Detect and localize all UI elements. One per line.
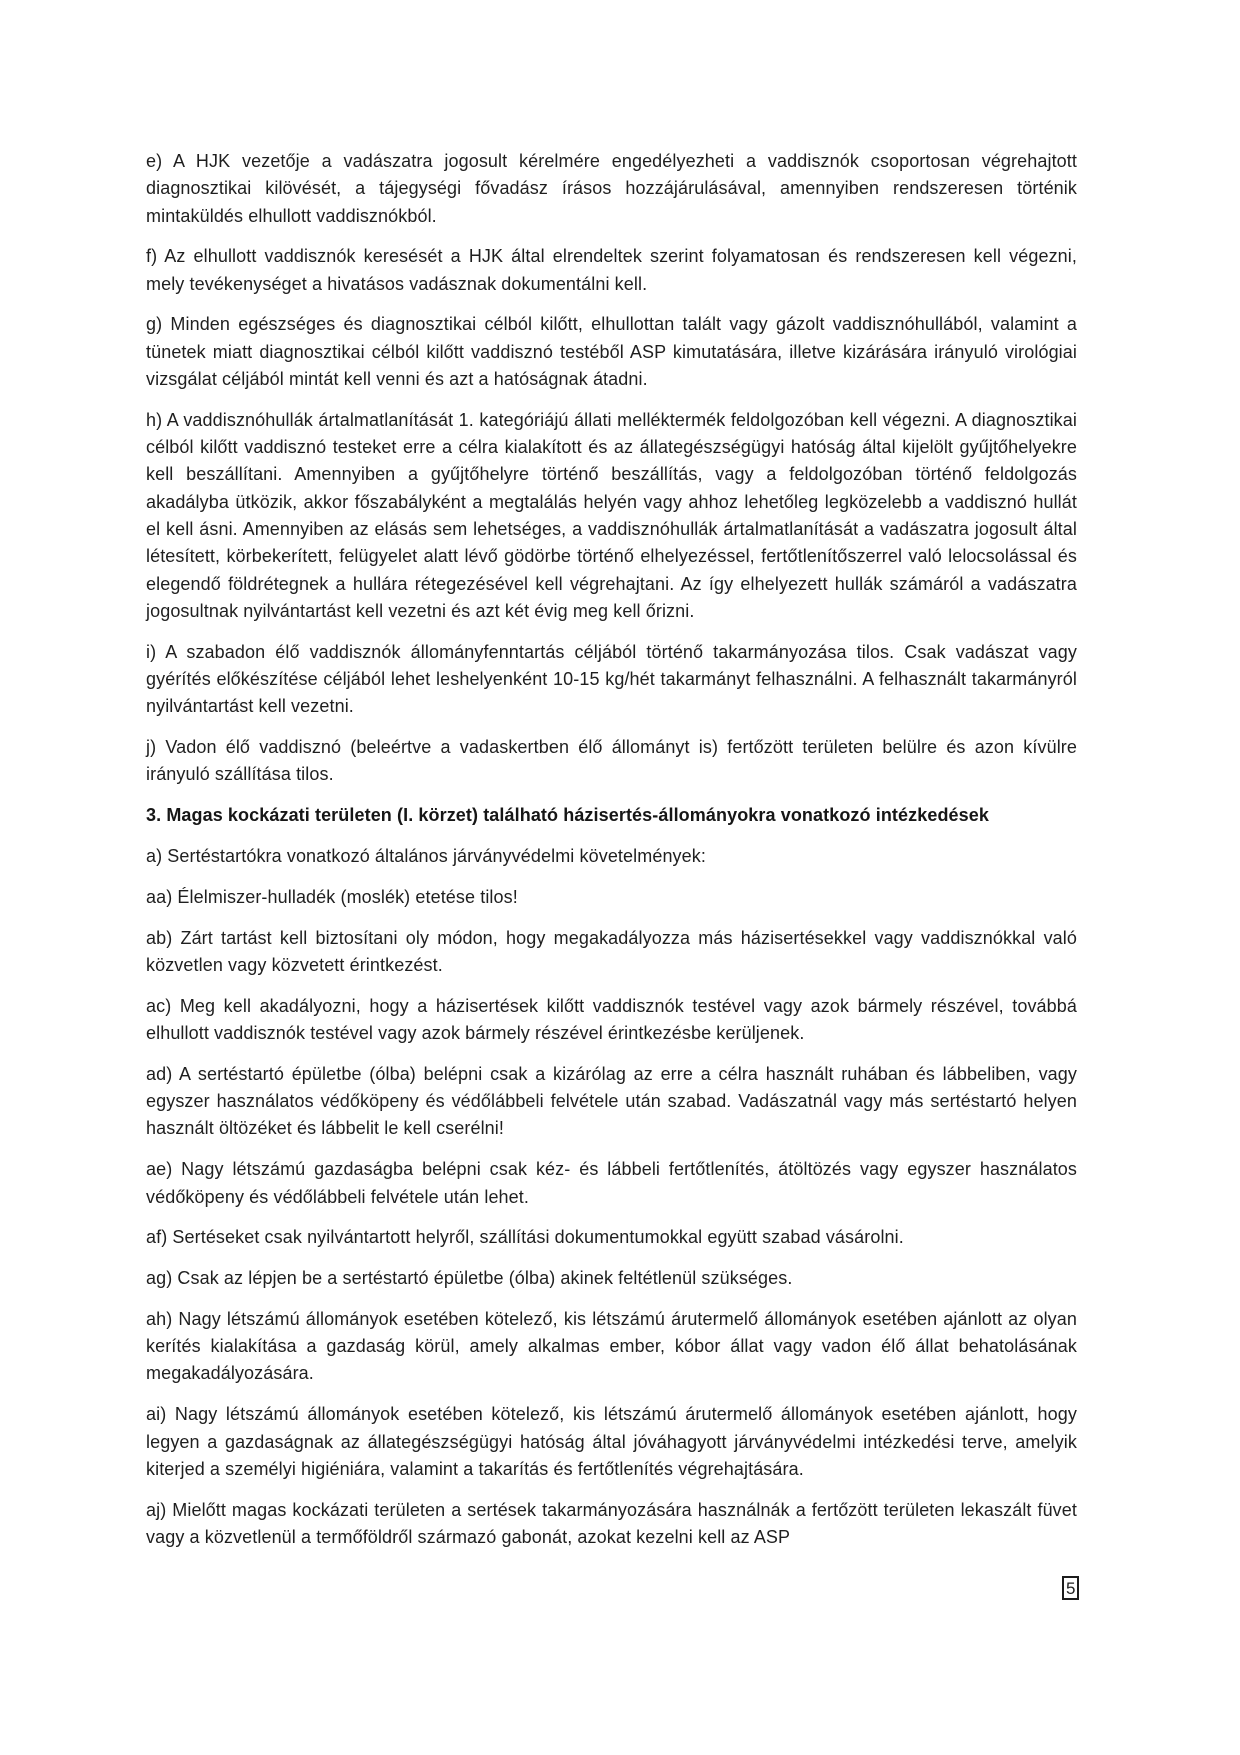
paragraph-ad: ad) A sertéstartó épületbe (ólba) belépni csak a kizárólag az erre a célra használt ruhában és lábbeliben, vagy egyszer használatos védőköpeny és védőlábbeli felvétele után szabad. Vadászatnál vagy más sertéstartó helyen használt öltözéket és lábbelit le kell cserélni!: [146, 1063, 1077, 1139]
section-heading-3: 3. Magas kockázati területen (I. körzet) található házisertés-állományokra vonatkozó intézkedések: [146, 805, 989, 826]
page-number: 5: [1062, 1576, 1079, 1600]
paragraph-f: f) Az elhullott vaddisznók keresését a HJK által elrendeltek szerint folyamatosan és rendszeresen kell végezni, mely tevékenységet a hivatásos vadásznak dokumentálni kell.: [146, 246, 1077, 294]
paragraph-i: i) A szabadon élő vaddisznók állományfenntartás céljából történő takarmányozása tilos. Csak vadászat vagy gyérítés előkészítése céljából lehet leshelyenként 10-15 kg/hét takarmányt felhasználni. A felhasznált takarmányról nyilvántartást kell vezetni.: [146, 641, 1077, 717]
paragraph-ai: ai) Nagy létszámú állományok esetében kötelező, kis létszámú árutermelő állományok esetében ajánlott, hogy legyen a gazdaságnak az állategészségügyi hatóság által jóváhagyott járványvédelmi intézkedési terve, amelyik kiterjed a személyi higiéniára, valamint a takarítás és fertőtlenítés végrehajtására.: [146, 1404, 1077, 1479]
paragraph-aa: aa) Élelmiszer-hulladék (moslék) etetése tilos!: [146, 886, 518, 907]
paragraph-af: af) Sertéseket csak nyilvántartott helyről, szállítási dokumentumokkal együtt szabad vásárolni.: [146, 1227, 904, 1248]
paragraph-ah: ah) Nagy létszámú állományok esetében kötelező, kis létszámú árutermelő állományok esetében ajánlott az olyan kerítés kialakítása a gazdaság körül, amely alkalmas ember, kóbor állat vagy vadon élő állat behatolásának megakadályozására.: [146, 1308, 1077, 1384]
paragraph-g: g) Minden egészséges és diagnosztikai célból kilőtt, elhullottan talált vagy gázolt vaddisznóhullából, valamint a tünetek miatt diagnosztikai célból kilőtt vaddisznó testéből ASP kimutatására, illetve kizárására irányuló virológiai vizsgálat céljából mintát kell venni és azt a hatóságnak átadni.: [146, 314, 1077, 390]
paragraph-h: h) A vaddisznóhullák ártalmatlanítását 1. kategóriájú állati melléktermék feldolgozóban kell végezni. A diagnosztikai célból kilőtt vaddisznó testeket erre a célra kialakított és az állategészségügyi hatóság által kijelölt gyűjtőhelyekre kell beszállítani. Amennyiben a gyűjtőhelyre történő beszállítás, vagy a feldolgozóban történő feldolgozás akadályba ütközik, akkor főszabályként a megtalálás helyén vagy ahhoz lehetőleg legközelebb a vaddisznó hullát el kell ásni. Amennyiben az elásás sem lehetséges, a vaddisznóhullák ártalmatlanítását a vadászatra jogosult által létesített, körbekerített, felügyelet alatt lévő gödörbe történő elhelyezéssel, fertőtlenítőszerrel való lelocsolással és elegendő földrétegnek a hullára rétegezésével kell végrehajtani. Az így elhelyezett hullák számáról a vadászatra jogosultnak nyilvántartást kell vezetni és azt két évig meg kell őrizni.: [146, 409, 1077, 621]
text-block: [146, 148, 1077, 1565]
paragraph-j: j) Vadon élő vaddisznó (beleértve a vadaskertben élő állományt is) fertőzött területen belülre és azon kívülre irányuló szállítása tilos.: [146, 737, 1077, 785]
paragraph-a: a) Sertéstartókra vonatkozó általános járványvédelmi követelmények:: [146, 846, 706, 867]
paragraph-ae: ae) Nagy létszámú gazdaságba belépni csak kéz- és lábbeli fertőtlenítés, átöltözés vagy egyszer használatos védőköpeny és védőlábbeli felvétele után lehet.: [146, 1159, 1077, 1207]
paragraph-ac: ac) Meg kell akadályozni, hogy a házisertések kilőtt vaddisznók testével vagy azok bármely részével, továbbá elhullott vaddisznók testével vagy azok bármely részével érintkezésbe kerüljenek.: [146, 995, 1077, 1044]
paragraph-e: e) A HJK vezetője a vadászatra jogosult kérelmére engedélyezheti a vaddisznók csoportosan végrehajtott diagnosztikai kilövését, a tájegységi fővadász írásos hozzájárulásával, amennyiben rendszeresen történik mintaküldés elhullott vaddisznókból.: [146, 151, 1077, 226]
paragraph-ag: ag) Csak az lépjen be a sertéstartó épületbe (ólba) akinek feltétlenül szükséges.: [146, 1268, 793, 1289]
paragraph-aj: aj) Mielőtt magas kockázati területen a sertések takarmányozására használnák a fertőzött területen lekaszált füvet vagy a közvetlenül a termőföldről származó gabonát, azokat kezelni kell az ASP: [146, 1499, 1077, 1547]
paragraph-ab: ab) Zárt tartást kell biztosítani oly módon, hogy megakadályozza más házisertésekkel vagy vaddisznókkal való közvetlen vagy közvetett érintkezést.: [146, 927, 1077, 975]
